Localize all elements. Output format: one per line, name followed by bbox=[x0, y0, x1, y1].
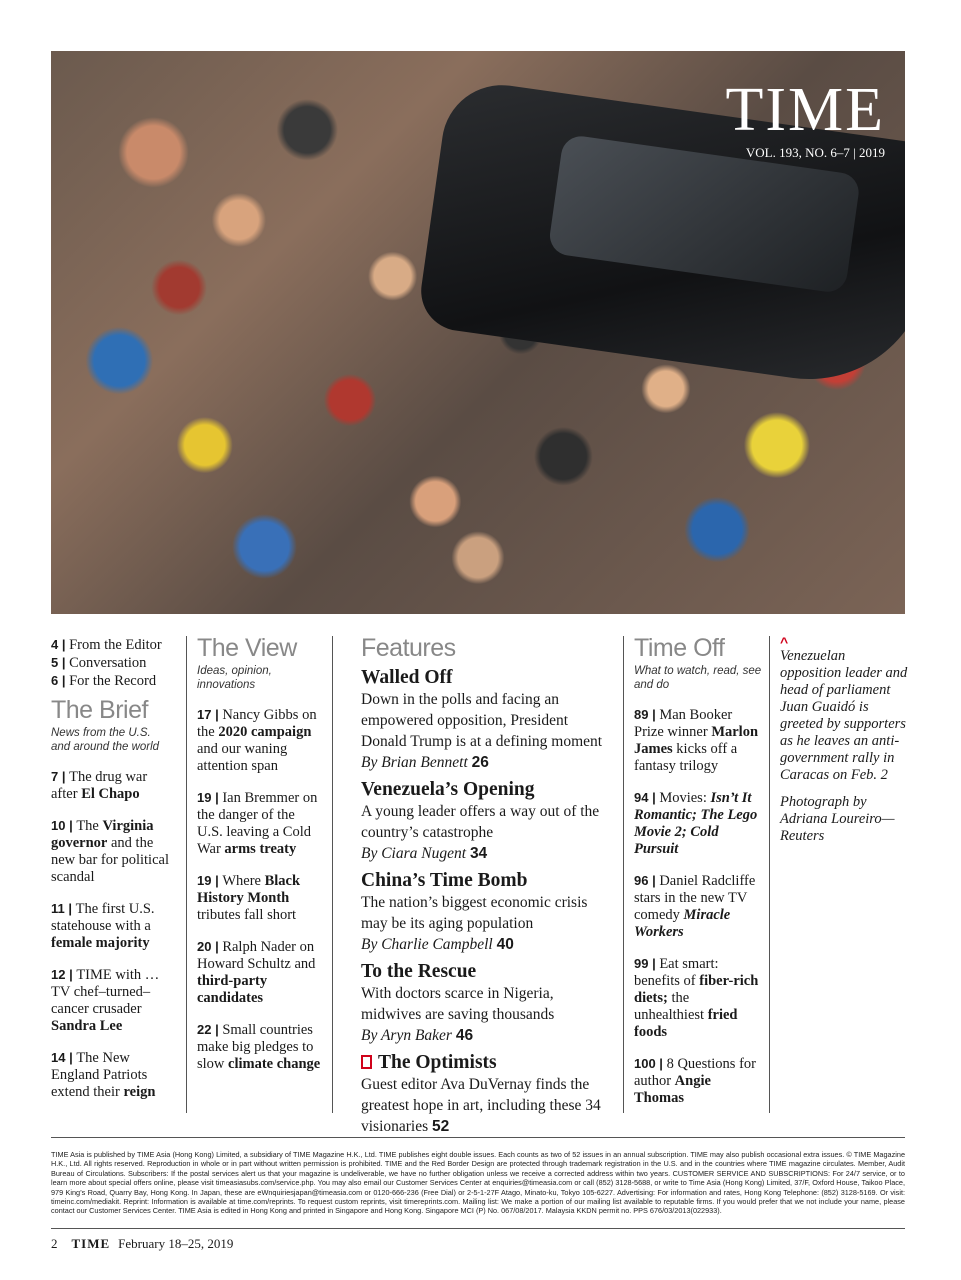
item-highlight: Marlon James bbox=[634, 724, 759, 757]
timeoff-heading: Time Off bbox=[634, 634, 725, 662]
timeoff-list bbox=[634, 706, 762, 1107]
page-ref: 96 | bbox=[634, 873, 660, 888]
item-highlight: reign bbox=[123, 1084, 156, 1100]
page-ref: 46 bbox=[455, 1027, 474, 1044]
item-text: The bbox=[76, 818, 103, 834]
page-number: 2 bbox=[51, 1236, 58, 1251]
column-divider bbox=[769, 636, 770, 1113]
column-divider bbox=[623, 636, 624, 1113]
brief-list bbox=[51, 768, 173, 1101]
feature-desc bbox=[361, 983, 615, 1046]
feature-summary: A young leader offers a way out of the country’s catastrophe bbox=[361, 803, 600, 841]
features-column bbox=[361, 636, 615, 1137]
item-text: The New England Patriots extend their bbox=[51, 1050, 148, 1100]
item-text: Man Booker Prize winner bbox=[634, 707, 733, 740]
item-text: 8 Questions for author bbox=[634, 1056, 756, 1089]
photo-credit: Photograph by Adriana Loureiro—Reuters bbox=[780, 794, 895, 844]
feature-title bbox=[361, 961, 615, 983]
page-ref: 7 | bbox=[51, 769, 70, 784]
item-highlight: Miracle Workers bbox=[634, 907, 731, 940]
feature-summary: With doctors scarce in Nigeria, midwives are saving thousands bbox=[361, 985, 555, 1023]
item-text: the unhealthiest bbox=[634, 990, 708, 1023]
item-highlight: El Chapo bbox=[81, 786, 140, 802]
list-item bbox=[634, 955, 762, 1041]
feature-desc bbox=[361, 689, 615, 773]
timeoff-subheading: What to watch, read, see and do bbox=[634, 665, 762, 691]
feature-title-text: Venezuela’s Opening bbox=[361, 779, 535, 800]
item-text: Movies: bbox=[659, 790, 711, 806]
column-divider bbox=[332, 636, 333, 1113]
view-heading: The View bbox=[197, 634, 297, 662]
item-text: Eat smart: benefits of bbox=[634, 956, 719, 989]
legal-notice: TIME Asia is published by TIME Asia (Hong Kong) Limited, a subsidiary of TIME Magazine H.K., Ltd. TIME publishes eight double issues. Each counts as two of 52 issues in an annual subscription. TIME may also publish occasional extra issues. © TIME Magazine H.K., Ltd. All rights reserved. Reproduction in whole or in part without written permission is prohibited. TIME and the Red Border Design are protected through trademark registration in the U.S. and in the countries where TIME magazine circulates. Member, Audit Bureau of Circulations. Subscribers: If the postal services alert us that your magazine is undeliverable, we have no further obligation unless we receive a corrected address within two years. CUSTOMER SERVICE AND SUBSCRIPTIONS: For 24/7 service, or to learn more about special offers online, please visit timeasiasubs.com/service.php. You may also email our Customer Services Center at enquiries@timeasia.com or call (852) 3128-5688, or write to Time Asia (Hong Kong) Limited, 37/F, Oxford House, Taikoo Place, 979 King’s Road, Quarry Bay, Hong Kong. In Japan, these are eWnquiriesjapan@timeasia.com or 0120-666-236 (Free Dial) or 2-5-1-27F Atago, Minato-ku, Tokyo 105-6227. Advertising: For information and rates, Hong Kong Telephone: (852) 3128-5169. Or visit: timeinc.com/mediakit. Reprint: Information is available at time.com/reprints. To request custom reprints, visit timereprints.com. Mailing list: We make a portion of our mailing list available to reputable firms. If you would prefer that we not include your name, please contact our Customer Services Center. TIME Asia is edited in Hong Kong and printed in Singapore and Hong Kong. Singapore MCI (P) No. 067/08/2017. Malaysia KKDN permit no. PPS 676/03/2013(022933). bbox=[51, 1150, 905, 1216]
view-list bbox=[197, 706, 321, 1073]
view-subheading: Ideas, opinion, innovations bbox=[197, 665, 272, 691]
features-list bbox=[361, 667, 615, 1137]
item-highlight: Isn’t It Romantic; The Lego Movie 2; Cold Pursuit bbox=[634, 790, 758, 857]
feature-summary: Down in the polls and facing an empowered opposition, President Donald Trump is at a defining moment bbox=[361, 691, 603, 750]
masthead-issue: VOL. 193, NO. 6–7 | 2019 bbox=[745, 145, 885, 160]
feature-title-text: China’s Time Bomb bbox=[361, 870, 528, 891]
front-items bbox=[51, 636, 173, 690]
caret-up-icon: ^ bbox=[780, 634, 789, 650]
page-ref: 26 bbox=[471, 754, 489, 771]
item-highlight: 2020 campaign bbox=[218, 724, 312, 740]
feature-title-text: Walled Off bbox=[361, 667, 453, 688]
feature-byline: By Brian Bennett bbox=[361, 754, 472, 771]
folio bbox=[51, 1236, 233, 1252]
list-item bbox=[51, 768, 173, 803]
list-item bbox=[51, 900, 173, 952]
feature-summary: The nation’s biggest economic crisis may be its aging population bbox=[361, 894, 588, 932]
feature-title bbox=[361, 1052, 615, 1074]
feature-byline: By Aryn Baker bbox=[361, 1027, 456, 1044]
feature-title bbox=[361, 870, 615, 892]
timeoff-column bbox=[634, 636, 762, 1107]
feature-title bbox=[361, 667, 615, 689]
page-ref: 94 | bbox=[634, 790, 660, 805]
item-highlight: arms treaty bbox=[224, 841, 297, 857]
page-ref: 11 | bbox=[51, 901, 76, 916]
item-text: Daniel Radcliffe stars in the new TV comedy bbox=[634, 873, 756, 923]
legal-top-rule bbox=[51, 1137, 905, 1138]
item-text: tributes fall short bbox=[197, 907, 297, 923]
issue-date: February 18–25, 2019 bbox=[118, 1236, 234, 1251]
list-item bbox=[51, 672, 173, 690]
item-text: and our waning attention span bbox=[197, 741, 288, 774]
item-highlight: Black History Month bbox=[197, 873, 301, 906]
feature-desc bbox=[361, 892, 615, 955]
feature-byline: By Ciara Nugent bbox=[361, 845, 470, 862]
feature-desc bbox=[361, 1074, 615, 1137]
item-highlight: fiber-rich diets; bbox=[634, 973, 759, 1006]
item-highlight: Virginia governor bbox=[51, 818, 154, 851]
item-text: Small countries make big pledges to slow bbox=[197, 1022, 314, 1072]
features-heading: Features bbox=[361, 634, 456, 662]
list-item bbox=[197, 938, 321, 1007]
column-divider bbox=[186, 636, 187, 1113]
item-highlight: climate change bbox=[228, 1056, 321, 1072]
feature-title bbox=[361, 779, 615, 801]
list-item bbox=[51, 636, 173, 654]
item-highlight: fried foods bbox=[634, 1007, 738, 1040]
page-ref: 5 | bbox=[51, 655, 70, 670]
feature-title-text: To the Rescue bbox=[361, 961, 477, 982]
item-text: TIME with … TV chef–turned–cancer crusader bbox=[51, 967, 160, 1017]
item-highlight: female majority bbox=[51, 935, 150, 951]
page-ref: 17 | bbox=[197, 707, 223, 722]
feature-desc bbox=[361, 801, 615, 864]
red-border-icon bbox=[361, 1055, 372, 1069]
page-ref: 12 | bbox=[51, 967, 77, 982]
list-item bbox=[197, 1021, 321, 1073]
item-highlight: third-party candidates bbox=[197, 973, 268, 1006]
page-ref: 34 bbox=[469, 845, 488, 862]
cover-photo bbox=[51, 51, 905, 614]
photo-caption: Venezuelan opposition leader and head of parliament Juan Guaidó is greeted by supporters as he leaves an anti-government rally in Caracas on Feb. 2 bbox=[780, 648, 908, 783]
list-item bbox=[634, 706, 762, 775]
item-text: From the Editor bbox=[69, 637, 162, 653]
page-ref: 20 | bbox=[197, 939, 223, 954]
list-item bbox=[634, 789, 762, 858]
masthead bbox=[725, 76, 885, 161]
list-item bbox=[634, 1055, 762, 1107]
item-text: and the new bar for political scandal bbox=[51, 835, 169, 885]
item-highlight: Sandra Lee bbox=[51, 1018, 123, 1034]
page-ref: 52 bbox=[432, 1118, 450, 1135]
view-column bbox=[197, 636, 321, 1073]
page-ref: 4 | bbox=[51, 637, 70, 652]
page-ref: 100 | bbox=[634, 1056, 667, 1071]
item-text: The drug war after bbox=[51, 769, 148, 802]
feature-summary: Guest editor Ava DuVernay finds the greatest hope in art, including these 34 visionaries bbox=[361, 1076, 601, 1135]
list-item bbox=[51, 966, 173, 1035]
item-text: Conversation bbox=[69, 655, 147, 671]
legal-bottom-rule bbox=[51, 1228, 905, 1229]
item-text: Ian Bremmer on the danger of the U.S. leaving a Cold War bbox=[197, 790, 318, 857]
feature-title-text: The Optimists bbox=[378, 1052, 497, 1073]
page-ref: 14 | bbox=[51, 1050, 77, 1065]
brief-column bbox=[51, 636, 173, 1101]
list-item bbox=[51, 817, 173, 886]
folio-brand: TIME bbox=[71, 1236, 111, 1251]
page-ref: 19 | bbox=[197, 873, 223, 888]
page-ref: 19 | bbox=[197, 790, 223, 805]
item-text: Where bbox=[222, 873, 265, 889]
item-text: Ralph Nader on Howard Schultz and bbox=[197, 939, 316, 972]
item-text: Nancy Gibbs on the bbox=[197, 707, 317, 740]
page-ref: 40 bbox=[496, 936, 514, 953]
list-item bbox=[197, 706, 321, 775]
feature-byline: By Charlie Campbell bbox=[361, 936, 497, 953]
list-item bbox=[197, 872, 321, 924]
item-text: kicks off a fantasy trilogy bbox=[634, 741, 738, 774]
masthead-title: TIME bbox=[725, 76, 885, 144]
page-ref: 10 | bbox=[51, 818, 77, 833]
page-ref: 99 | bbox=[634, 956, 660, 971]
item-highlight: Angie Thomas bbox=[634, 1073, 711, 1106]
list-item bbox=[197, 789, 321, 858]
page-ref: 89 | bbox=[634, 707, 660, 722]
list-item bbox=[634, 872, 762, 941]
caption-column bbox=[780, 636, 908, 845]
list-item bbox=[51, 654, 173, 672]
page-ref: 6 | bbox=[51, 673, 70, 688]
item-text: For the Record bbox=[69, 673, 157, 689]
item-text: The first U.S. statehouse with a bbox=[51, 901, 155, 934]
brief-heading: The Brief bbox=[51, 696, 148, 724]
page-ref: 22 | bbox=[197, 1022, 223, 1037]
list-item bbox=[51, 1049, 173, 1101]
brief-subheading: News from the U.S. and around the world bbox=[51, 727, 160, 753]
